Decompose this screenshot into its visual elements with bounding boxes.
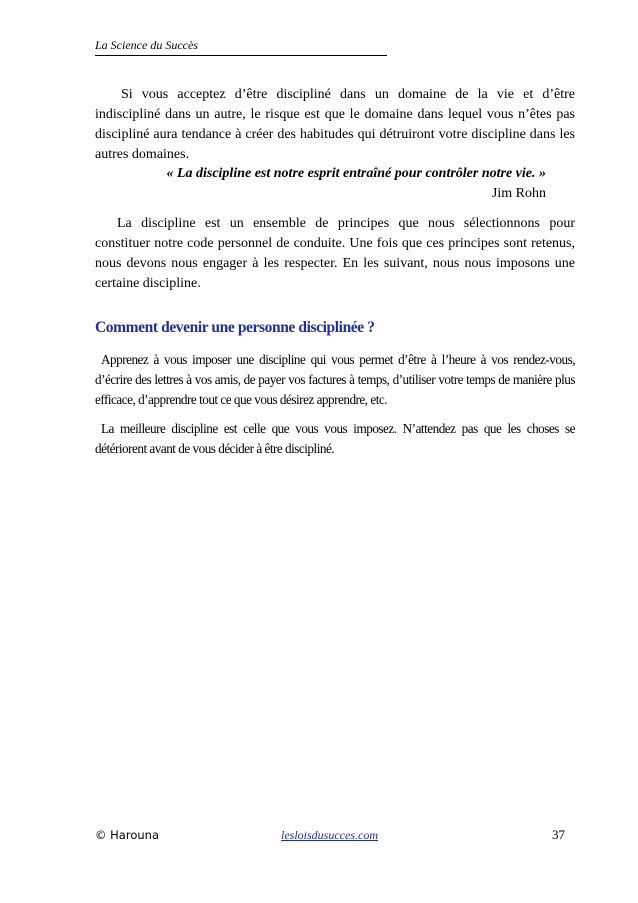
paragraph-discipline-definition: La discipline est un ensemble de principes que nous sélectionnons pour constituer notre code personnel de conduite. Une fois que ces principes sont retenus, nous devons nous engager à les respecter. En les suivant, nous nous imposons une certaine discipline. xyxy=(95,216,575,291)
footer-website-link[interactable]: lesloisdusucces.com xyxy=(281,828,378,842)
footer-copyright: © Harouna xyxy=(95,828,159,842)
paragraph-best-discipline: La meilleure discipline est celle que vous vous imposez. N’attendez pas que les choses se détériorent avant de vous décider à être discipliné. xyxy=(95,421,575,456)
page-footer xyxy=(95,826,565,844)
quote-author: Jim Rohn xyxy=(491,186,546,201)
quote-text: « La discipline est notre esprit entraîné pour contrôler notre vie. » xyxy=(166,166,546,181)
section-title: Comment devenir une personne disciplinée ? xyxy=(95,319,375,336)
paragraph-discipline-domains: Si vous acceptez d’être discipliné dans un domaine de la vie et d’être indiscipliné dans un autre, le risque est que le domaine dans lequel vous n’êtes pas discipliné aura tendance à créer des habitudes qui détruiront votre discipline dans les autres domaines. xyxy=(95,87,575,162)
running-header: La Science du Succès xyxy=(95,38,387,56)
page-number: 37 xyxy=(552,827,565,842)
paragraph-learn-discipline: Apprenez à vous imposer une discipline qui vous permet d’être à l’heure à vos rendez-vous, d’écrire des lettres à vos amis, de payer vos factures à temps, d’utiliser votre temps de manière plus efficace, d’apprendre tout ce que vous désirez apprendre, etc. xyxy=(95,352,575,407)
